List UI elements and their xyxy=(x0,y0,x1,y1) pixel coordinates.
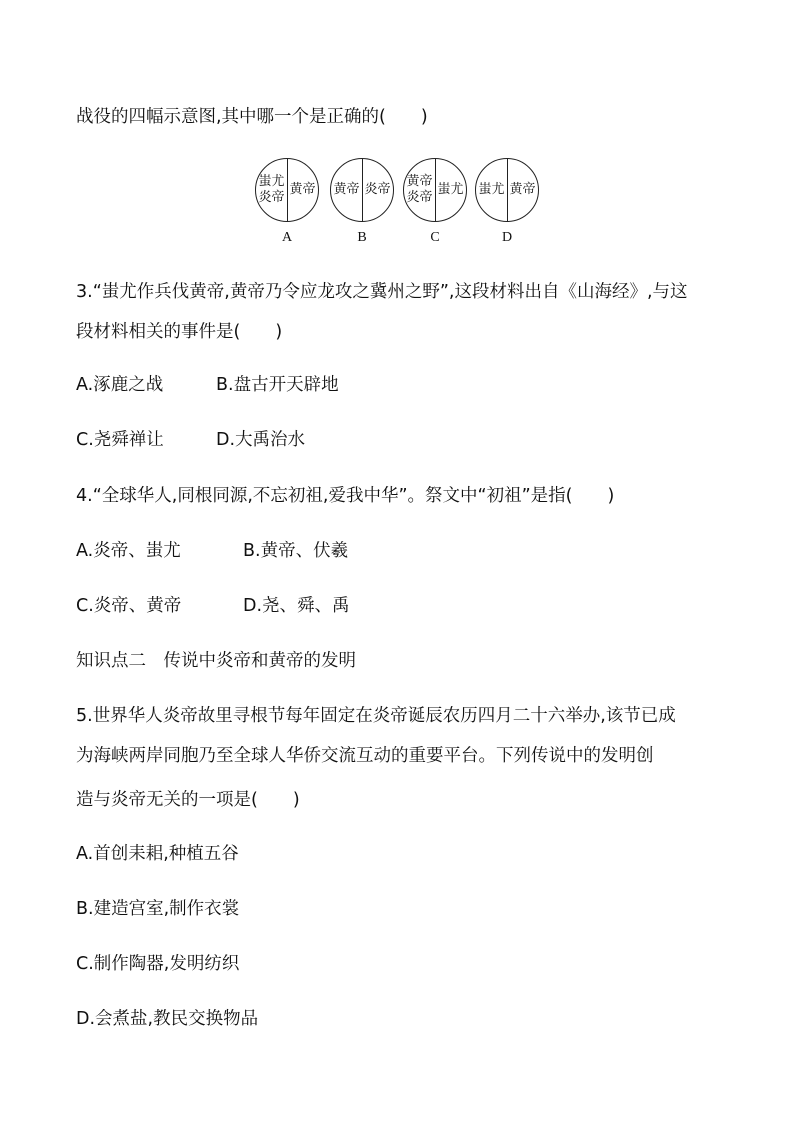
question-3-line-2: 段材料相关的事件是( ) xyxy=(76,322,283,342)
option-b[interactable]: B.黄帝、伏羲 xyxy=(243,541,349,561)
diagram-circle-c xyxy=(403,158,467,222)
circle-right-half xyxy=(287,159,318,221)
option-d[interactable]: D.尧、舜、禹 xyxy=(243,596,350,616)
question-4-line-1: 4.“全球华人,同根同源,不忘初祖,爱我中华”。祭文中“初祖”是指( ) xyxy=(76,486,615,506)
option-b[interactable]: B.建造宫室,制作衣裳 xyxy=(76,899,240,919)
circle-text: 蚩尤 xyxy=(437,182,464,197)
option-c[interactable]: C.制作陶器,发明纺织 xyxy=(76,954,240,974)
question-5-line-2: 为海峡两岸同胞乃至全球人华侨交流互动的重要平台。下列传说中的发明创 xyxy=(76,746,654,766)
question-intro-line: 战役的四幅示意图,其中哪一个是正确的( ) xyxy=(76,107,428,127)
question-3-line-1: 3.“蚩尤作兵伐黄帝,黄帝乃令应龙攻之冀州之野”,这段材料出自《山海经》,与这 xyxy=(76,282,688,302)
option-b[interactable]: B.盘古开天辟地 xyxy=(216,375,339,395)
circle-text: 蚩尤 xyxy=(258,174,285,189)
circle-text: 黄帝 xyxy=(509,182,536,197)
circle-left-half xyxy=(331,159,362,221)
diagram-label-c: C xyxy=(430,230,440,245)
circle-left-half xyxy=(256,159,287,221)
section-heading: 知识点二 传说中炎帝和黄帝的发明 xyxy=(76,651,356,671)
circle-right-half xyxy=(435,159,466,221)
circle-left-half xyxy=(404,159,435,221)
diagram-label-a: A xyxy=(281,230,293,245)
option-a[interactable]: A.炎帝、蚩尤 xyxy=(76,541,181,561)
circle-text: 炎帝 xyxy=(364,182,391,197)
circle-text: 黄帝 xyxy=(333,182,360,197)
circle-text: 黄帝 xyxy=(289,182,316,197)
circle-left-half xyxy=(476,159,507,221)
question-5-line-3: 造与炎帝无关的一项是( ) xyxy=(76,790,300,810)
diagram-label-b: B xyxy=(357,230,367,245)
option-d[interactable]: D.大禹治水 xyxy=(216,430,306,450)
circle-text: 蚩尤 xyxy=(478,182,505,197)
question-5-line-1: 5.世界华人炎帝故里寻根节每年固定在炎帝诞辰农历四月二十六举办,该节已成 xyxy=(76,706,676,726)
circle-text: 炎帝 xyxy=(406,190,433,205)
diagram-circle-d xyxy=(475,158,539,222)
diagram-circle-a xyxy=(255,158,319,222)
option-d[interactable]: D.会煮盐,教民交换物品 xyxy=(76,1009,259,1029)
option-a[interactable]: A.涿鹿之战 xyxy=(76,375,164,395)
diagram-circle-b xyxy=(330,158,394,222)
circle-text: 炎帝 xyxy=(258,190,285,205)
circle-text: 黄帝 xyxy=(406,174,433,189)
circle-right-half xyxy=(362,159,393,221)
option-a[interactable]: A.首创耒耜,种植五谷 xyxy=(76,844,239,864)
diagram-label-d: D xyxy=(501,230,513,245)
battle-diagram xyxy=(253,158,543,250)
circle-right-half xyxy=(507,159,538,221)
option-c[interactable]: C.炎帝、黄帝 xyxy=(76,596,182,616)
option-c[interactable]: C.尧舜禅让 xyxy=(76,430,164,450)
